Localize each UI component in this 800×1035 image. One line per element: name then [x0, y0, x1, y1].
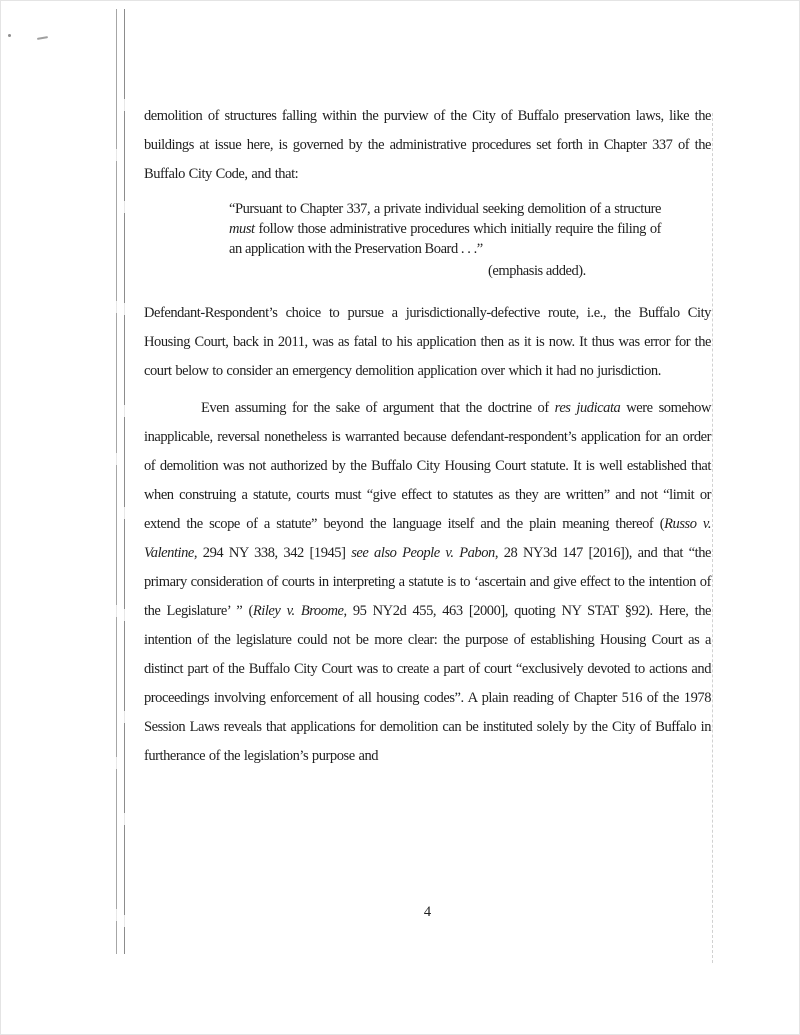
paragraph-jurisdiction: Defendant-Respondent’s choice to pursue a jurisdictionally-defective route, i.e., the Buffalo City Housing Court, back in 2011, was as fatal to his application then as it is now. It thus was error for the court below to consider an emergency demolition application over which it had no jurisdiction.	[144, 305, 711, 379]
block-quote: “Pursuant to Chapter 337, a private individual seeking demolition of a structure must follow those administrative procedures which initially require the filing of an application with the Preservation Board . . .”	[229, 201, 661, 257]
emphasis-added-note: (emphasis added).	[488, 263, 586, 279]
scan-artifact-dot	[8, 34, 11, 37]
scan-binding-line-outer	[116, 9, 117, 954]
scan-binding-line-inner	[124, 9, 125, 954]
page-number: 4	[423, 904, 432, 920]
scan-artifact-dash	[37, 36, 48, 40]
scan-right-edge-line	[712, 113, 713, 963]
paragraph-continuation: demolition of structures falling within the purview of the City of Buffalo preservation laws, like the buildings at issue here, is governed by the administrative procedures set forth in Chapter 337 of the Buffalo City Code, and that:	[144, 108, 711, 182]
page-body-text	[144, 102, 711, 771]
paragraph-res-judicata: Even assuming for the sake of argument that the doctrine of res judicata were somehow inapplicable, reversal nonetheless is warranted because defendant-respondent’s application for an order of demolition was not authorized by the Buffalo City Housing Court statute. It is well established that when construing a statute, courts must “give effect to statutes as they are written” and not “limit or extend the scope of a statute” beyond the language itself and the plain meaning thereof (Russo v. Valentine, 294 NY 338, 342 [1945] see also People v. Pabon, 28 NY3d 147 [2016]), and that “the primary consideration of courts in interpreting a statute is to ‘ascertain and give effect to the intention of the Legislature’ ” (Riley v. Broome, 95 NY2d 455, 463 [2000], quoting NY STAT §92). Here, the intention of the legislature could not be more clear: the purpose of establishing Housing Court as a distinct part of the Buffalo City Court was to create a part of court “exclusively devoted to actions and proceedings involving enforcement of all housing codes”. A plain reading of Chapter 516 of the 1978 Session Laws reveals that applications for demolition can be instituted solely by the City of Buffalo in furtherance of the legislation’s purpose and	[144, 400, 712, 764]
